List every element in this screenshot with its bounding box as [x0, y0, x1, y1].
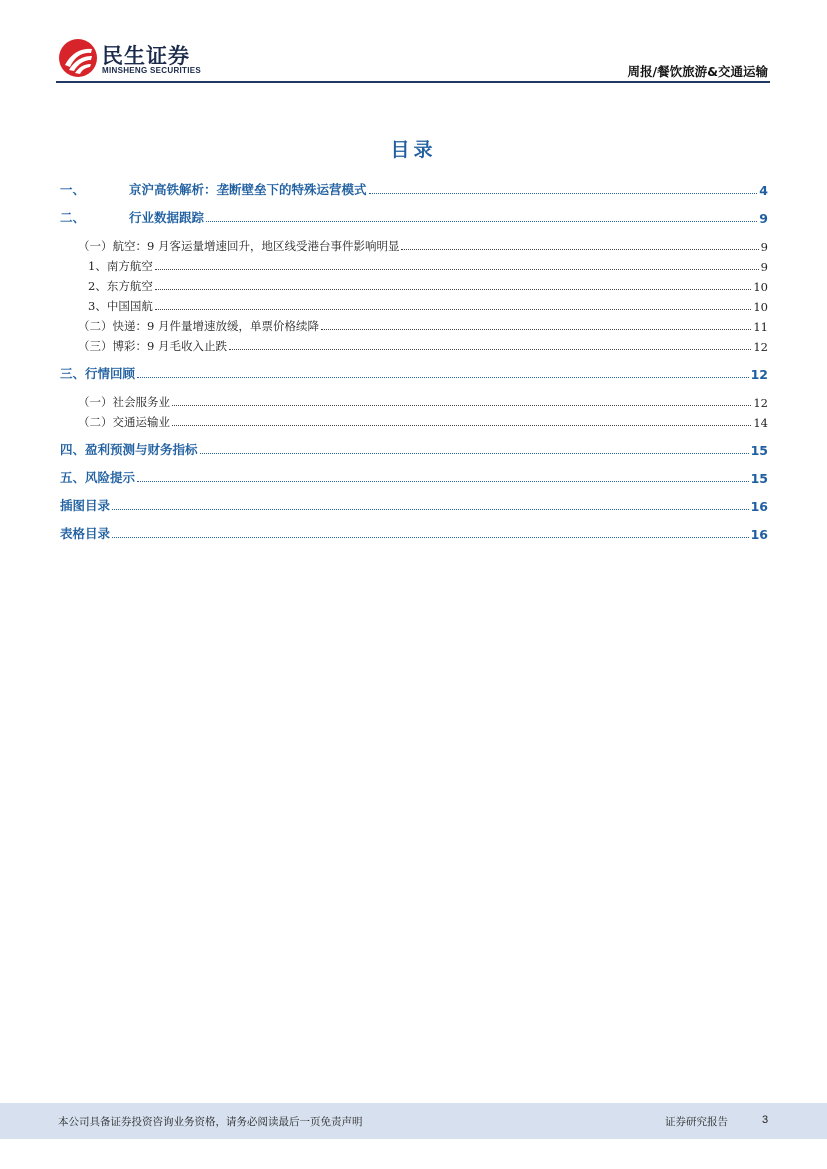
toc-entry-label: （一）社会服务业	[78, 395, 170, 409]
toc-entry-page: 16	[750, 499, 768, 514]
dot-leader	[369, 192, 758, 194]
page-footer	[0, 1103, 827, 1139]
toc-entry-label: 2、东方航空	[88, 279, 153, 293]
toc-entry-2-1-1[interactable]	[88, 256, 768, 274]
toc-entry-page: 16	[750, 527, 768, 542]
page-header	[0, 0, 827, 84]
toc-entry-page: 14	[753, 416, 768, 430]
header-divider	[56, 81, 770, 83]
toc-entry-page: 10	[753, 300, 768, 314]
toc-entry-label: （二）交通运输业	[78, 415, 170, 429]
footer-page-number: 3	[762, 1114, 769, 1126]
logo-english-name: MINSHENG SECURITIES	[102, 66, 202, 75]
toc-entry-3[interactable]	[60, 364, 768, 382]
toc-entry-page: 10	[753, 280, 768, 294]
minsheng-logo-icon	[58, 38, 98, 78]
toc-entry-label: 插图目录	[60, 498, 111, 513]
toc-entry-2-1-3[interactable]	[88, 296, 768, 314]
toc-entry-2-1[interactable]	[78, 236, 768, 254]
toc-entry-page: 9	[760, 240, 768, 254]
dot-leader	[137, 480, 749, 482]
toc-entry-2-3[interactable]	[78, 336, 768, 354]
toc-entry-page: 9	[759, 211, 768, 226]
brand-logo	[58, 38, 218, 78]
dot-leader	[229, 348, 751, 350]
toc-entry-page: 12	[753, 340, 768, 354]
toc-entry-tables[interactable]	[60, 524, 768, 542]
toc-title: 目录	[390, 139, 437, 161]
toc-entry-page: 4	[759, 183, 768, 198]
footer-doc-type: 证券研究报告	[665, 1116, 728, 1128]
toc-entry-label: 三、行情回顾	[60, 366, 136, 381]
dot-leader	[155, 288, 752, 290]
toc-entry-page: 15	[750, 471, 768, 486]
dot-leader	[137, 376, 749, 378]
toc-entry-number: 一、	[60, 182, 86, 197]
dot-leader	[155, 268, 759, 270]
dot-leader	[172, 424, 751, 426]
dot-leader	[172, 404, 751, 406]
toc-entry-label: 京沪高铁解析：垄断壁垒下的特殊运营模式	[129, 182, 367, 197]
dot-leader	[112, 536, 749, 538]
toc-entry-5[interactable]	[60, 468, 768, 486]
toc-entry-label: 行业数据跟踪	[129, 210, 205, 225]
toc-entry-3-2[interactable]	[78, 412, 768, 430]
footer-disclaimer: 本公司具备证券投资咨询业务资格，请务必阅读最后一页免责声明	[58, 1116, 363, 1128]
toc-entry-page: 15	[750, 443, 768, 458]
toc-entry-4[interactable]	[60, 440, 768, 458]
toc-entry-label: （一）航空：9 月客运量增速回升，地区线受港台事件影响明显	[78, 239, 400, 253]
toc-entry-2[interactable]	[60, 208, 768, 226]
toc-entry-1[interactable]	[60, 180, 768, 198]
toc-entry-2-2[interactable]	[78, 316, 768, 334]
report-section-label: 周报/餐饮旅游&交通运输	[627, 64, 768, 79]
toc-entry-label: （三）博彩：9 月毛收入止跌	[78, 339, 227, 353]
toc-entry-page: 11	[753, 320, 768, 334]
toc-entry-label: 1、南方航空	[88, 259, 153, 273]
dot-leader	[200, 452, 749, 454]
dot-leader	[155, 308, 752, 310]
toc-entry-number: 二、	[60, 210, 86, 225]
dot-leader	[206, 220, 757, 222]
toc-entry-page: 9	[760, 260, 768, 274]
toc-entry-figures[interactable]	[60, 496, 768, 514]
toc-entry-3-1[interactable]	[78, 392, 768, 410]
dot-leader	[321, 328, 751, 330]
toc-entry-label: 表格目录	[60, 526, 111, 541]
dot-leader	[112, 508, 749, 510]
toc-entry-page: 12	[750, 367, 768, 382]
toc-entry-2-1-2[interactable]	[88, 276, 768, 294]
toc-entry-page: 12	[753, 396, 768, 410]
toc-entry-label: （二）快递：9 月件量增速放缓，单票价格续降	[78, 319, 319, 333]
toc-entry-label: 3、中国国航	[88, 299, 153, 313]
dot-leader	[401, 248, 758, 250]
toc-entry-label: 五、风险提示	[60, 470, 136, 485]
toc-entry-label: 四、盈利预测与财务指标	[60, 442, 198, 457]
logo-chinese-name: 民生证券	[102, 44, 190, 68]
